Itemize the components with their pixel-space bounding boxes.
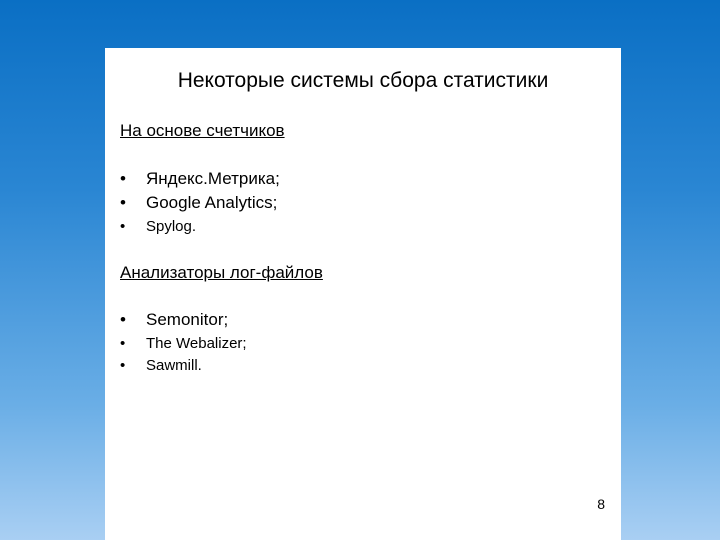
log-analyzers-list (120, 310, 247, 378)
bullet-icon: • (120, 218, 126, 235)
slide-title: Некоторые системы сбора статистики (177, 69, 549, 92)
bullet-icon: • (120, 335, 126, 352)
section-heading-log-analyzers: Анализаторы лог-файлов (120, 263, 323, 282)
list-item (120, 356, 247, 378)
section-heading-counters: На основе счетчиков (120, 121, 285, 140)
list-item-text: Яндекс.Метрика; (146, 169, 280, 188)
list-item-text: The Webalizer; (146, 335, 247, 352)
page-number: 8 (597, 496, 605, 512)
slide-page (105, 48, 621, 540)
bullet-icon: • (120, 169, 126, 188)
list-item (120, 310, 247, 334)
bullet-icon: • (120, 193, 126, 212)
bullet-icon: • (120, 357, 126, 374)
list-item (120, 169, 280, 193)
counters-list (120, 169, 280, 241)
list-item-text: Spylog. (146, 218, 197, 235)
list-item (120, 334, 247, 356)
list-item-text: Semonitor; (146, 310, 229, 329)
bullet-icon: • (120, 310, 126, 329)
list-item (120, 217, 280, 241)
list-item (120, 193, 280, 217)
list-item-text: Sawmill. (146, 357, 202, 374)
list-item-text: Google Analytics; (146, 193, 278, 212)
